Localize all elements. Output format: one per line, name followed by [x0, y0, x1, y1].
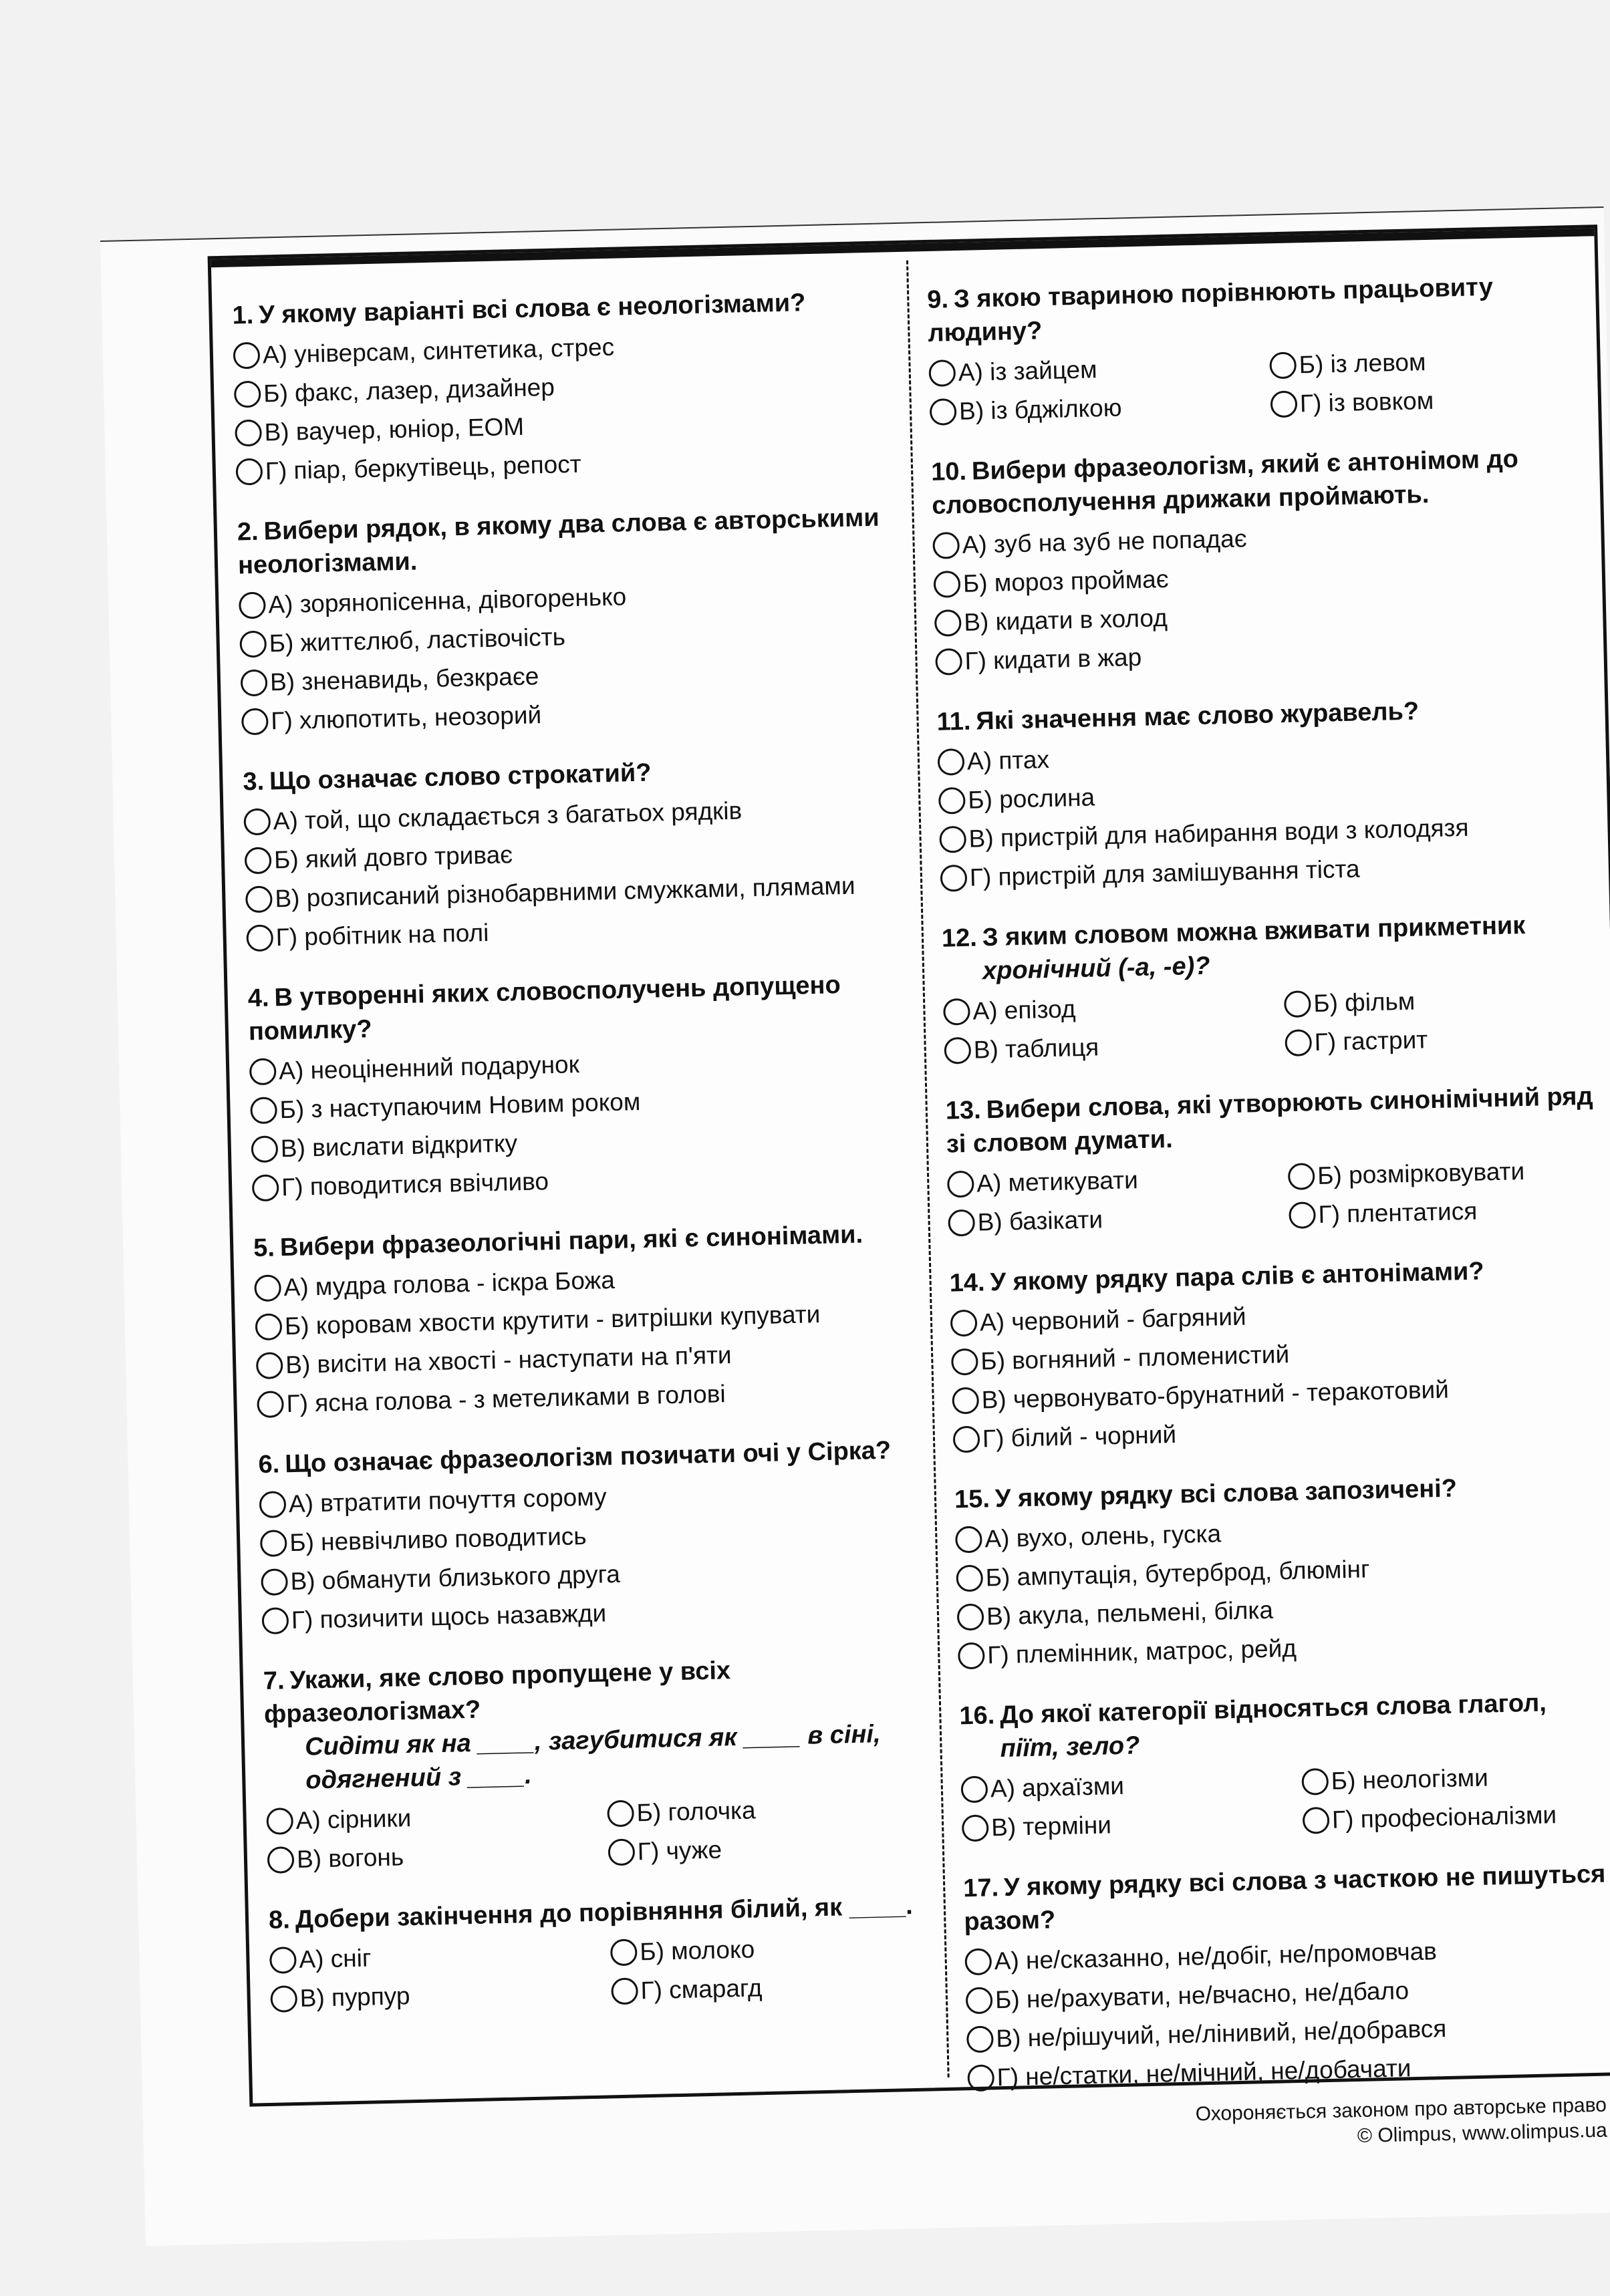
- answer-bubble[interactable]: [938, 787, 966, 815]
- answer-label: А) зуб на зуб не попадає: [962, 525, 1248, 559]
- answer-bubble[interactable]: [234, 381, 261, 408]
- answer-bubble[interactable]: [928, 360, 956, 387]
- question-15: [954, 1468, 1610, 1676]
- answer-bubble[interactable]: [255, 1313, 282, 1340]
- question-subtext: одягнений з ____.: [305, 1761, 533, 1795]
- question-subtext: Сидіти як на ____, загубитися як ____ в сіні,: [304, 1720, 882, 1761]
- answer-label: Б) не/рахувати, не/вчасно, не/дбало: [994, 1977, 1410, 2014]
- question-text: З яким словом можна вживати прикметник: [982, 911, 1526, 952]
- answer-label: Б) неввічливо поводитись: [289, 1522, 587, 1557]
- answer-bubble[interactable]: [951, 1348, 978, 1376]
- answer-bubble[interactable]: [1289, 1201, 1316, 1229]
- answer-label: А) той, що складається з багатьох рядків: [273, 797, 743, 835]
- answer-bubble[interactable]: [960, 1775, 988, 1803]
- answer-label: А) сірники: [295, 1804, 412, 1834]
- question-11: [936, 690, 1609, 898]
- answer-label: Г) позичити щось назавжди: [291, 1599, 607, 1634]
- answer-label: Г) кидати в жар: [964, 643, 1142, 675]
- answer-bubble[interactable]: [259, 1491, 287, 1518]
- question-text: Вибери слова, які утворюють синонімічний ряд зі словом думати.: [946, 1082, 1593, 1159]
- frame-top-bar: [211, 228, 1595, 267]
- answer-label: Г) із вовком: [1299, 386, 1434, 418]
- answer-bubble[interactable]: [266, 1808, 293, 1835]
- answer-option[interactable]: [944, 1024, 1272, 1070]
- answer-bubble[interactable]: [943, 998, 970, 1026]
- answer-label: Г) чуже: [637, 1836, 722, 1866]
- copyright-footer: [1195, 2093, 1607, 2153]
- answer-bubble[interactable]: [245, 847, 272, 874]
- question-number: 1.: [232, 301, 254, 330]
- question-number: 16.: [958, 1701, 995, 1731]
- right-column: [927, 268, 1610, 2122]
- answer-label: В) пристрій для набирання води з колодязя: [968, 813, 1469, 853]
- answer-bubble[interactable]: [967, 2064, 994, 2092]
- answer-bubble[interactable]: [935, 648, 962, 676]
- answer-bubble[interactable]: [953, 1426, 980, 1453]
- answer-bubble[interactable]: [952, 1387, 979, 1415]
- answer-label: В) вислати відкритку: [280, 1129, 518, 1163]
- question-text: З якою твариною порівнюють працьовиту людину?: [927, 273, 1494, 347]
- question-13: [945, 1079, 1610, 1243]
- answer-bubble[interactable]: [958, 1642, 985, 1670]
- answer-bubble[interactable]: [260, 1530, 287, 1557]
- answer-bubble[interactable]: [251, 1135, 278, 1163]
- publisher-text: © Olimpus, www.olimpus.ua: [1357, 2119, 1608, 2148]
- answer-bubble[interactable]: [249, 1058, 277, 1085]
- answer-bubble[interactable]: [235, 420, 262, 447]
- answer-label: А) із зайцем: [958, 355, 1097, 386]
- answer-option[interactable]: [1289, 1189, 1610, 1235]
- answer-bubble[interactable]: [245, 885, 273, 913]
- answer-label: Г) професіоналізми: [1331, 1801, 1557, 1834]
- question-text: У якому варіанті всі слова є неологізмами?: [258, 289, 806, 329]
- answer-label: А) мудра голова - іскра Божа: [283, 1266, 616, 1302]
- question-3: [243, 750, 915, 958]
- answer-option[interactable]: [929, 386, 1257, 432]
- answer-bubble[interactable]: [241, 670, 268, 697]
- answer-bubble[interactable]: [608, 1838, 635, 1866]
- answer-label: А) метикувати: [976, 1166, 1139, 1197]
- answer-bubble[interactable]: [1269, 351, 1297, 379]
- answer-label: А) птах: [966, 745, 1050, 775]
- question-7: [263, 1649, 936, 1880]
- answer-bubble[interactable]: [607, 1800, 634, 1827]
- answer-label: В) базікати: [977, 1205, 1103, 1236]
- question-1: [232, 284, 904, 492]
- left-column: [232, 284, 940, 2043]
- answer-label: Г) робітник на полі: [275, 919, 489, 952]
- answer-label: Б) неологізми: [1331, 1763, 1489, 1795]
- question-text: До якої категорії відносяться слова глагол,: [999, 1689, 1547, 1730]
- question-10: [931, 440, 1604, 682]
- answer-bubble[interactable]: [950, 1310, 978, 1337]
- question-2: [237, 500, 910, 742]
- question-number: 2.: [237, 517, 259, 547]
- answer-label: А) не/сказанно, не/добіг, не/промовчав: [994, 1937, 1438, 1975]
- answer-bubble[interactable]: [1288, 1163, 1315, 1190]
- answer-label: Б) мороз проймає: [962, 565, 1170, 597]
- answer-label: В) не/рішучий, не/лінивий, не/добрався: [995, 2014, 1447, 2053]
- question-number: 11.: [936, 707, 971, 736]
- question-subtext: хронічний (-а, -е)?: [982, 952, 1210, 986]
- question-text: Вибери фразеологічні пари, які є синонімами.: [279, 1220, 863, 1262]
- answer-label: Г) поводитися ввічливо: [281, 1167, 549, 1201]
- question-12: [941, 907, 1610, 1070]
- question-number: 14.: [949, 1268, 986, 1298]
- question-text: У якому рядку пара слів є антонімами?: [990, 1257, 1485, 1297]
- question-14: [949, 1252, 1610, 1459]
- question-number: 5.: [253, 1234, 275, 1263]
- answer-bubble[interactable]: [1285, 1029, 1312, 1056]
- answer-option[interactable]: [1288, 1150, 1610, 1196]
- answer-bubble[interactable]: [940, 865, 968, 892]
- answer-label: Г) гастрит: [1314, 1026, 1428, 1056]
- answer-label: Б) який довго триває: [273, 841, 513, 874]
- answer-bubble[interactable]: [956, 1565, 983, 1592]
- question-number: 8.: [268, 1906, 291, 1934]
- answer-label: Б) фільм: [1313, 987, 1416, 1018]
- answer-option[interactable]: [962, 1802, 1290, 1848]
- answer-label: В) пурпур: [299, 1982, 410, 2012]
- answer-label: В) терміни: [990, 1811, 1112, 1842]
- answer-bubble[interactable]: [944, 1037, 971, 1064]
- answer-label: Г) плентатися: [1318, 1197, 1478, 1229]
- question-number: 10.: [930, 457, 967, 486]
- answer-label: А) втратити почуття сорому: [288, 1483, 608, 1518]
- question-number: 15.: [954, 1485, 990, 1514]
- question-4: [247, 967, 920, 1208]
- answer-label: Б) із левом: [1299, 348, 1426, 379]
- answer-bubble[interactable]: [934, 609, 962, 637]
- answer-option[interactable]: [270, 1973, 598, 2019]
- answer-option[interactable]: [948, 1196, 1276, 1242]
- answer-label: Б) вогняний - пломенистий: [980, 1340, 1290, 1375]
- answer-bubble[interactable]: [261, 1568, 288, 1596]
- question-16: [959, 1685, 1610, 1848]
- question-subtext: піїт, зело?: [1000, 1731, 1140, 1763]
- answer-bubble[interactable]: [947, 1171, 974, 1198]
- answer-bubble[interactable]: [254, 1274, 281, 1302]
- answer-bubble[interactable]: [964, 1948, 992, 1975]
- answer-bubble[interactable]: [948, 1209, 975, 1237]
- answer-bubble[interactable]: [239, 631, 267, 658]
- question-number: 3.: [242, 767, 265, 797]
- answer-label: В) кидати в холод: [963, 603, 1168, 636]
- answer-option[interactable]: [608, 1826, 936, 1872]
- answer-label: Б) розмірковувати: [1317, 1157, 1525, 1190]
- answer-bubble[interactable]: [235, 458, 263, 486]
- answer-label: Б) ампутація, бутерброд, блюмінг: [985, 1555, 1370, 1592]
- question-number: 6.: [258, 1450, 280, 1479]
- question-9: [927, 268, 1599, 432]
- answer-bubble[interactable]: [957, 1604, 984, 1631]
- question-text: У якому рядку всі слова з часткою не пишуться разом?: [963, 1860, 1606, 1936]
- answer-label: А) універсам, синтетика, стрес: [262, 333, 615, 369]
- answer-label: Г) білий - чорний: [982, 1420, 1177, 1453]
- question-text: Вибери рядок, в якому два слова є авторськими неологізмами.: [237, 503, 880, 580]
- answer-bubble[interactable]: [955, 1526, 982, 1554]
- answer-label: А) епізод: [972, 995, 1076, 1025]
- answer-label: Г) племінник, матрос, рейд: [986, 1634, 1297, 1669]
- question-text: Що означає слово строкатий?: [269, 758, 652, 796]
- answer-label: Б) з наступаючим Новим роком: [279, 1087, 641, 1124]
- answer-bubble[interactable]: [938, 748, 965, 776]
- question-text: Що означає фразеологізм позичати очі у Сірка?: [284, 1436, 892, 1479]
- question-text: Вибери фразеологізм, який є антонімом до словосполучення дрижаки проймають.: [931, 444, 1519, 520]
- answer-option[interactable]: [1301, 1755, 1610, 1802]
- answer-label: В) висіти на хвості - наступати на п'яти: [285, 1341, 732, 1379]
- answer-bubble[interactable]: [962, 1814, 989, 1842]
- answer-label: В) із бджілкою: [958, 394, 1122, 425]
- answer-bubble[interactable]: [252, 1174, 279, 1201]
- question-5: [253, 1217, 926, 1425]
- question-number: 4.: [247, 984, 269, 1013]
- answer-label: Б) життєлюб, ластівочість: [269, 623, 566, 658]
- answer-bubble[interactable]: [1303, 1807, 1330, 1834]
- answer-label: А) вухо, олень, гуска: [984, 1520, 1222, 1553]
- answer-label: Б) коровам хвости крутити - витрішки купувати: [284, 1300, 821, 1340]
- answer-bubble[interactable]: [934, 571, 961, 598]
- answer-label: В) ваучер, юніор, ЕОМ: [264, 412, 525, 446]
- answer-bubble[interactable]: [930, 398, 957, 426]
- answer-bubble[interactable]: [1284, 990, 1311, 1018]
- question-8: [269, 1888, 940, 2019]
- answer-label: Г) хлюпотить, неозорий: [270, 701, 542, 735]
- answer-label: В) обманути близького друга: [290, 1560, 621, 1596]
- answer-bubble[interactable]: [257, 1391, 284, 1418]
- answer-label: Б) голочка: [636, 1796, 756, 1827]
- answer-bubble[interactable]: [267, 1846, 295, 1874]
- answer-bubble[interactable]: [239, 592, 266, 619]
- answer-label: Б) рослина: [967, 783, 1095, 814]
- answer-label: Г) не/статки, не/мічний, не/добачати: [996, 2054, 1412, 2092]
- answer-bubble[interactable]: [241, 708, 269, 735]
- question-number: 7.: [263, 1667, 285, 1696]
- question-number: 17.: [962, 1874, 999, 1903]
- answer-bubble[interactable]: [256, 1352, 283, 1379]
- answer-label: А) зорянопісенна, дівогоренько: [267, 583, 627, 619]
- answer-label: В) таблиця: [973, 1033, 1099, 1064]
- copyright-text: Охороняється законом про авторське право: [1195, 2094, 1607, 2126]
- answer-label: Г) смарагд: [640, 1974, 763, 2005]
- answer-option[interactable]: [1270, 378, 1598, 424]
- question-text: Які значення має слово журавель?: [975, 697, 1420, 736]
- question-17: [963, 1857, 1610, 2098]
- answer-option[interactable]: [611, 1965, 939, 2011]
- question-number: 12.: [941, 923, 978, 953]
- question-text: В утворенні яких словосполучень допущено помилку?: [248, 971, 841, 1046]
- answer-label: А) архаїзми: [990, 1771, 1125, 1803]
- answer-bubble[interactable]: [966, 2025, 994, 2053]
- test-frame: [208, 225, 1610, 2106]
- answer-bubble[interactable]: [1270, 390, 1298, 418]
- answer-label: А) червоний - багряний: [979, 1302, 1247, 1336]
- test-sheet: [100, 206, 1610, 2246]
- answer-option[interactable]: [1302, 1794, 1610, 1840]
- answer-label: В) акула, пельмені, білка: [986, 1596, 1274, 1630]
- answer-label: Г) піар, беркутівець, репост: [265, 450, 582, 485]
- answer-bubble[interactable]: [243, 808, 271, 835]
- answer-bubble[interactable]: [611, 1977, 638, 2005]
- answer-bubble[interactable]: [261, 1607, 289, 1634]
- answer-label: В) розписаний різнобарвними смужками, плямами: [274, 871, 855, 913]
- answer-bubble[interactable]: [932, 532, 960, 559]
- answer-label: Б) молоко: [639, 1935, 755, 1966]
- answer-label: Г) пристрій для замішування тіста: [969, 855, 1361, 891]
- answer-option[interactable]: [1285, 1016, 1610, 1062]
- answer-bubble[interactable]: [246, 924, 273, 952]
- question-text: Укажи, яке слово пропущене у всіх фразеологізмах?: [263, 1657, 731, 1729]
- answer-bubble[interactable]: [250, 1097, 277, 1124]
- answer-label: В) червонувато-брунатний - теракотовий: [981, 1375, 1450, 1414]
- answer-label: В) вогонь: [296, 1843, 404, 1873]
- answer-label: Б) факс, лазер, дизайнер: [263, 373, 555, 408]
- answer-label: Г) ясна голова - з метеликами в голові: [286, 1380, 726, 1418]
- answer-bubble[interactable]: [1301, 1768, 1329, 1796]
- question-text: У якому рядку всі слова запозичені?: [994, 1474, 1458, 1514]
- answer-bubble[interactable]: [939, 826, 966, 853]
- answer-bubble[interactable]: [270, 1985, 297, 2013]
- answer-bubble[interactable]: [269, 1947, 297, 1974]
- question-number: 9.: [926, 285, 949, 314]
- answer-label: В) зненавидь, безкраєе: [269, 662, 539, 696]
- question-number: 13.: [945, 1096, 982, 1125]
- answer-label: А) сніг: [298, 1944, 372, 1973]
- answer-bubble[interactable]: [610, 1939, 638, 1966]
- question-text: Добери закінчення до порівняння білий, як ____.: [295, 1892, 914, 1934]
- answer-option[interactable]: [267, 1834, 595, 1880]
- answer-bubble[interactable]: [966, 1987, 993, 2014]
- answer-bubble[interactable]: [233, 342, 261, 370]
- question-6: [258, 1433, 930, 1640]
- answer-label: А) неоціненний подарунок: [278, 1050, 580, 1085]
